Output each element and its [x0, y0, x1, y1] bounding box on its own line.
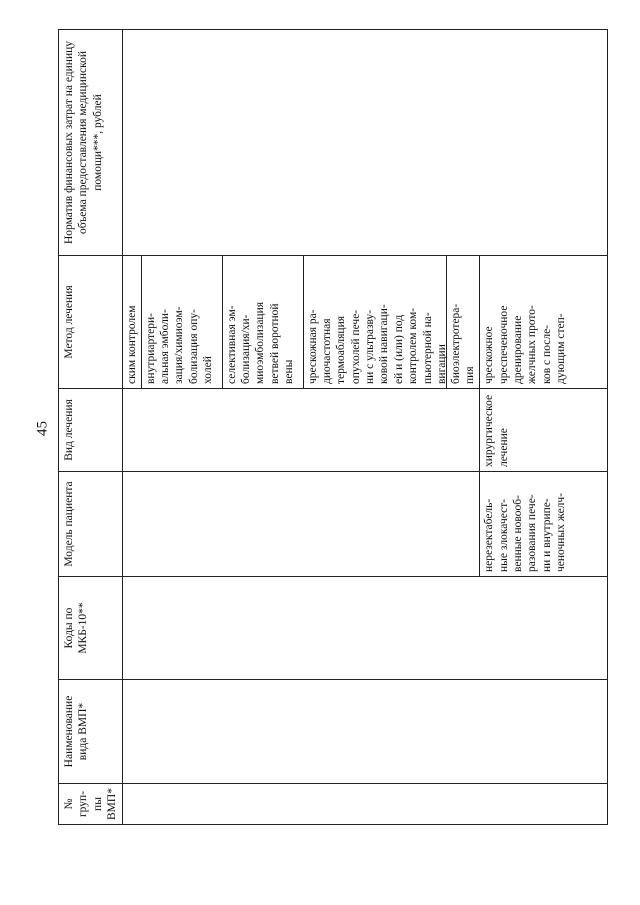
- method-item: чрескожная ра- диочастотная термоабляция опухолей пече- ни с ультразву- ковой навигаци- ей и (или) под контролем ком- пьютерной на- вигации: [304, 256, 447, 388]
- method-item: биоэлектротера- пия: [449, 303, 476, 384]
- header-financial-norm: Норматив финансовых затрат на единицу объема предоставления медицинской помощи***, рублей: [59, 30, 123, 256]
- table-row: [122, 30, 480, 825]
- cell-patient-model-upper: [122, 472, 480, 577]
- page-number: 45: [34, 421, 51, 436]
- cell-treatment-type-upper: [122, 389, 480, 472]
- rotated-table-wrapper: [58, 30, 568, 825]
- cell-treatment-method: чрескожное чреспеченочное дренирование желчных прото- ков с после- дующим степ-: [480, 256, 608, 389]
- cell-methods-upper: [122, 256, 480, 389]
- cell-patient-model: нерезектабель- ные злокачест- венные новооб- разования пече- ни и внутрипе- ченочных желч-: [480, 472, 608, 577]
- cell-financial-norm: [122, 30, 608, 256]
- header-vmp-name: Наименование вида ВМП*: [59, 680, 123, 784]
- cell-vmp-name: [122, 680, 608, 784]
- vmp-table: [58, 29, 608, 825]
- method-item: ским контролем: [123, 256, 142, 388]
- cell-treatment-type: хирургическое лечение: [480, 389, 608, 472]
- header-group-number: № груп- пы ВМП*: [59, 784, 123, 825]
- method-item: внутриартери- альная эмболи- зация/химиоэм- болизация опу- холей: [142, 256, 223, 388]
- header-icd-codes: Коды по МКБ-10**: [59, 577, 123, 680]
- header-patient-model: Модель пациента: [59, 472, 123, 577]
- table-header-row: [59, 30, 123, 825]
- cell-group-number: [122, 784, 608, 825]
- method-item: селективная эм- болизация/хи- миоэмболизация ветвей воротной вены: [223, 256, 304, 388]
- header-treatment-type: Вид лечения: [59, 389, 123, 472]
- cell-icd-codes: [122, 577, 608, 680]
- header-treatment-method: Метод лечения: [59, 256, 123, 389]
